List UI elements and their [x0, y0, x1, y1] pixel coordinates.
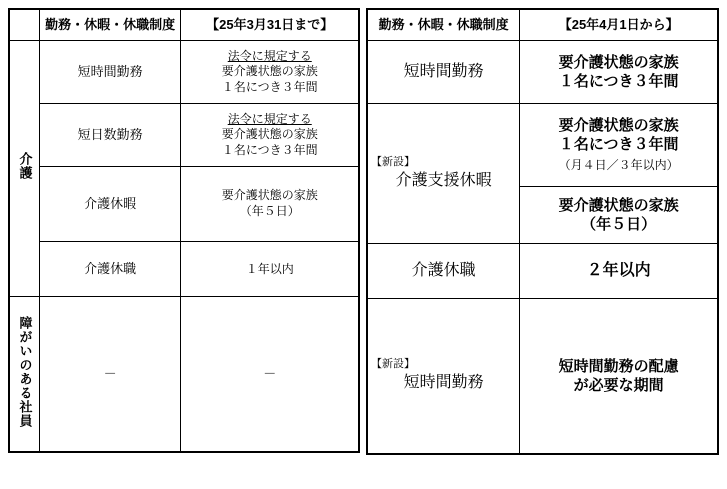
right-row0-desc-line1: 要介護状態の家族	[558, 53, 679, 71]
table-row	[9, 297, 359, 453]
right-row1-new-tag: 【新設】	[371, 155, 415, 168]
right-header-period: 【25年4月1日から】	[520, 9, 718, 41]
left-header-blank	[9, 9, 39, 41]
left-category-disability	[9, 297, 39, 453]
right-header-system: 勤務・休暇・休職制度	[367, 9, 520, 41]
left-row2-name: 介護休暇	[39, 167, 181, 242]
left-row3-name: 介護休職	[39, 242, 181, 297]
left-row1-desc-line3: １名につき３年間	[221, 142, 318, 157]
table-row	[367, 104, 718, 187]
table-row	[9, 167, 359, 242]
right-row1-desc-b-line1: 要介護状態の家族	[558, 196, 679, 214]
right-row0-name: 短時間勤務	[367, 41, 520, 104]
table-row	[367, 41, 718, 104]
left-row1-name: 短日数勤務	[39, 104, 181, 167]
left-table-before-revision	[8, 8, 360, 453]
left-row0-desc-line2: 要介護状態の家族	[221, 64, 318, 79]
left-row1-desc-line1: 法令に規定する	[227, 111, 312, 126]
table-row	[9, 104, 359, 167]
right-row1-desc-a-line2: １名につき３年間	[558, 136, 679, 154]
right-row3-desc-line2: が必要な期間	[573, 377, 664, 394]
right-row1-desc-a	[520, 104, 718, 187]
right-row3-new-tag: 【新設】	[371, 358, 415, 371]
table-row	[367, 9, 718, 41]
right-row3-name-cell	[367, 299, 520, 455]
right-row0-desc	[520, 41, 718, 104]
right-row2-name: 介護休職	[367, 244, 520, 299]
left-row2-desc	[181, 167, 359, 242]
right-row3-name: 短時間勤務	[403, 374, 484, 392]
right-row1-desc-b-line2: （年５日）	[581, 216, 657, 233]
table-row	[9, 242, 359, 297]
left-row3-desc: １年以内	[181, 242, 359, 297]
left-row2-desc-line2: （年５日）	[239, 204, 300, 218]
right-row1-name-cell	[367, 104, 520, 244]
left-row0-desc	[181, 41, 359, 104]
right-row2-desc: ２年以内	[520, 244, 718, 299]
right-row0-desc-line2: １名につき３年間	[558, 73, 679, 90]
left-row1-desc-line2: 要介護状態の家族	[221, 127, 318, 142]
left-row0-desc-line3: １名につき３年間	[221, 79, 318, 94]
left-row2-desc-line1: 要介護状態の家族	[221, 188, 318, 203]
left-header-period: 【25年3月31日まで】	[181, 9, 359, 41]
left-category-care-label: 介護	[17, 152, 33, 181]
table-row	[9, 41, 359, 104]
left-row4-desc: －	[181, 297, 359, 453]
right-row1-name: 介護支援休暇	[395, 171, 492, 189]
left-row4-name: －	[39, 297, 181, 453]
table-row	[9, 9, 359, 41]
right-row1-desc-b	[520, 187, 718, 244]
right-table-after-revision	[366, 8, 719, 455]
right-row1-desc-a-line1: 要介護状態の家族	[558, 116, 679, 134]
left-category-disability-label: 障がいのある社員	[17, 315, 33, 428]
table-row	[367, 299, 718, 455]
right-row3-desc	[520, 299, 718, 455]
left-header-system: 勤務・休暇・休職制度	[39, 9, 181, 41]
right-row3-desc-line1: 短時間勤務の配慮	[558, 357, 679, 375]
left-row1-desc	[181, 104, 359, 167]
left-row0-desc-line1: 法令に規定する	[227, 48, 312, 63]
left-category-care	[9, 41, 39, 297]
table-row	[367, 244, 718, 299]
left-row0-name: 短時間勤務	[39, 41, 181, 104]
right-row1-desc-a-line3: （月４日／３年以内）	[558, 157, 679, 172]
